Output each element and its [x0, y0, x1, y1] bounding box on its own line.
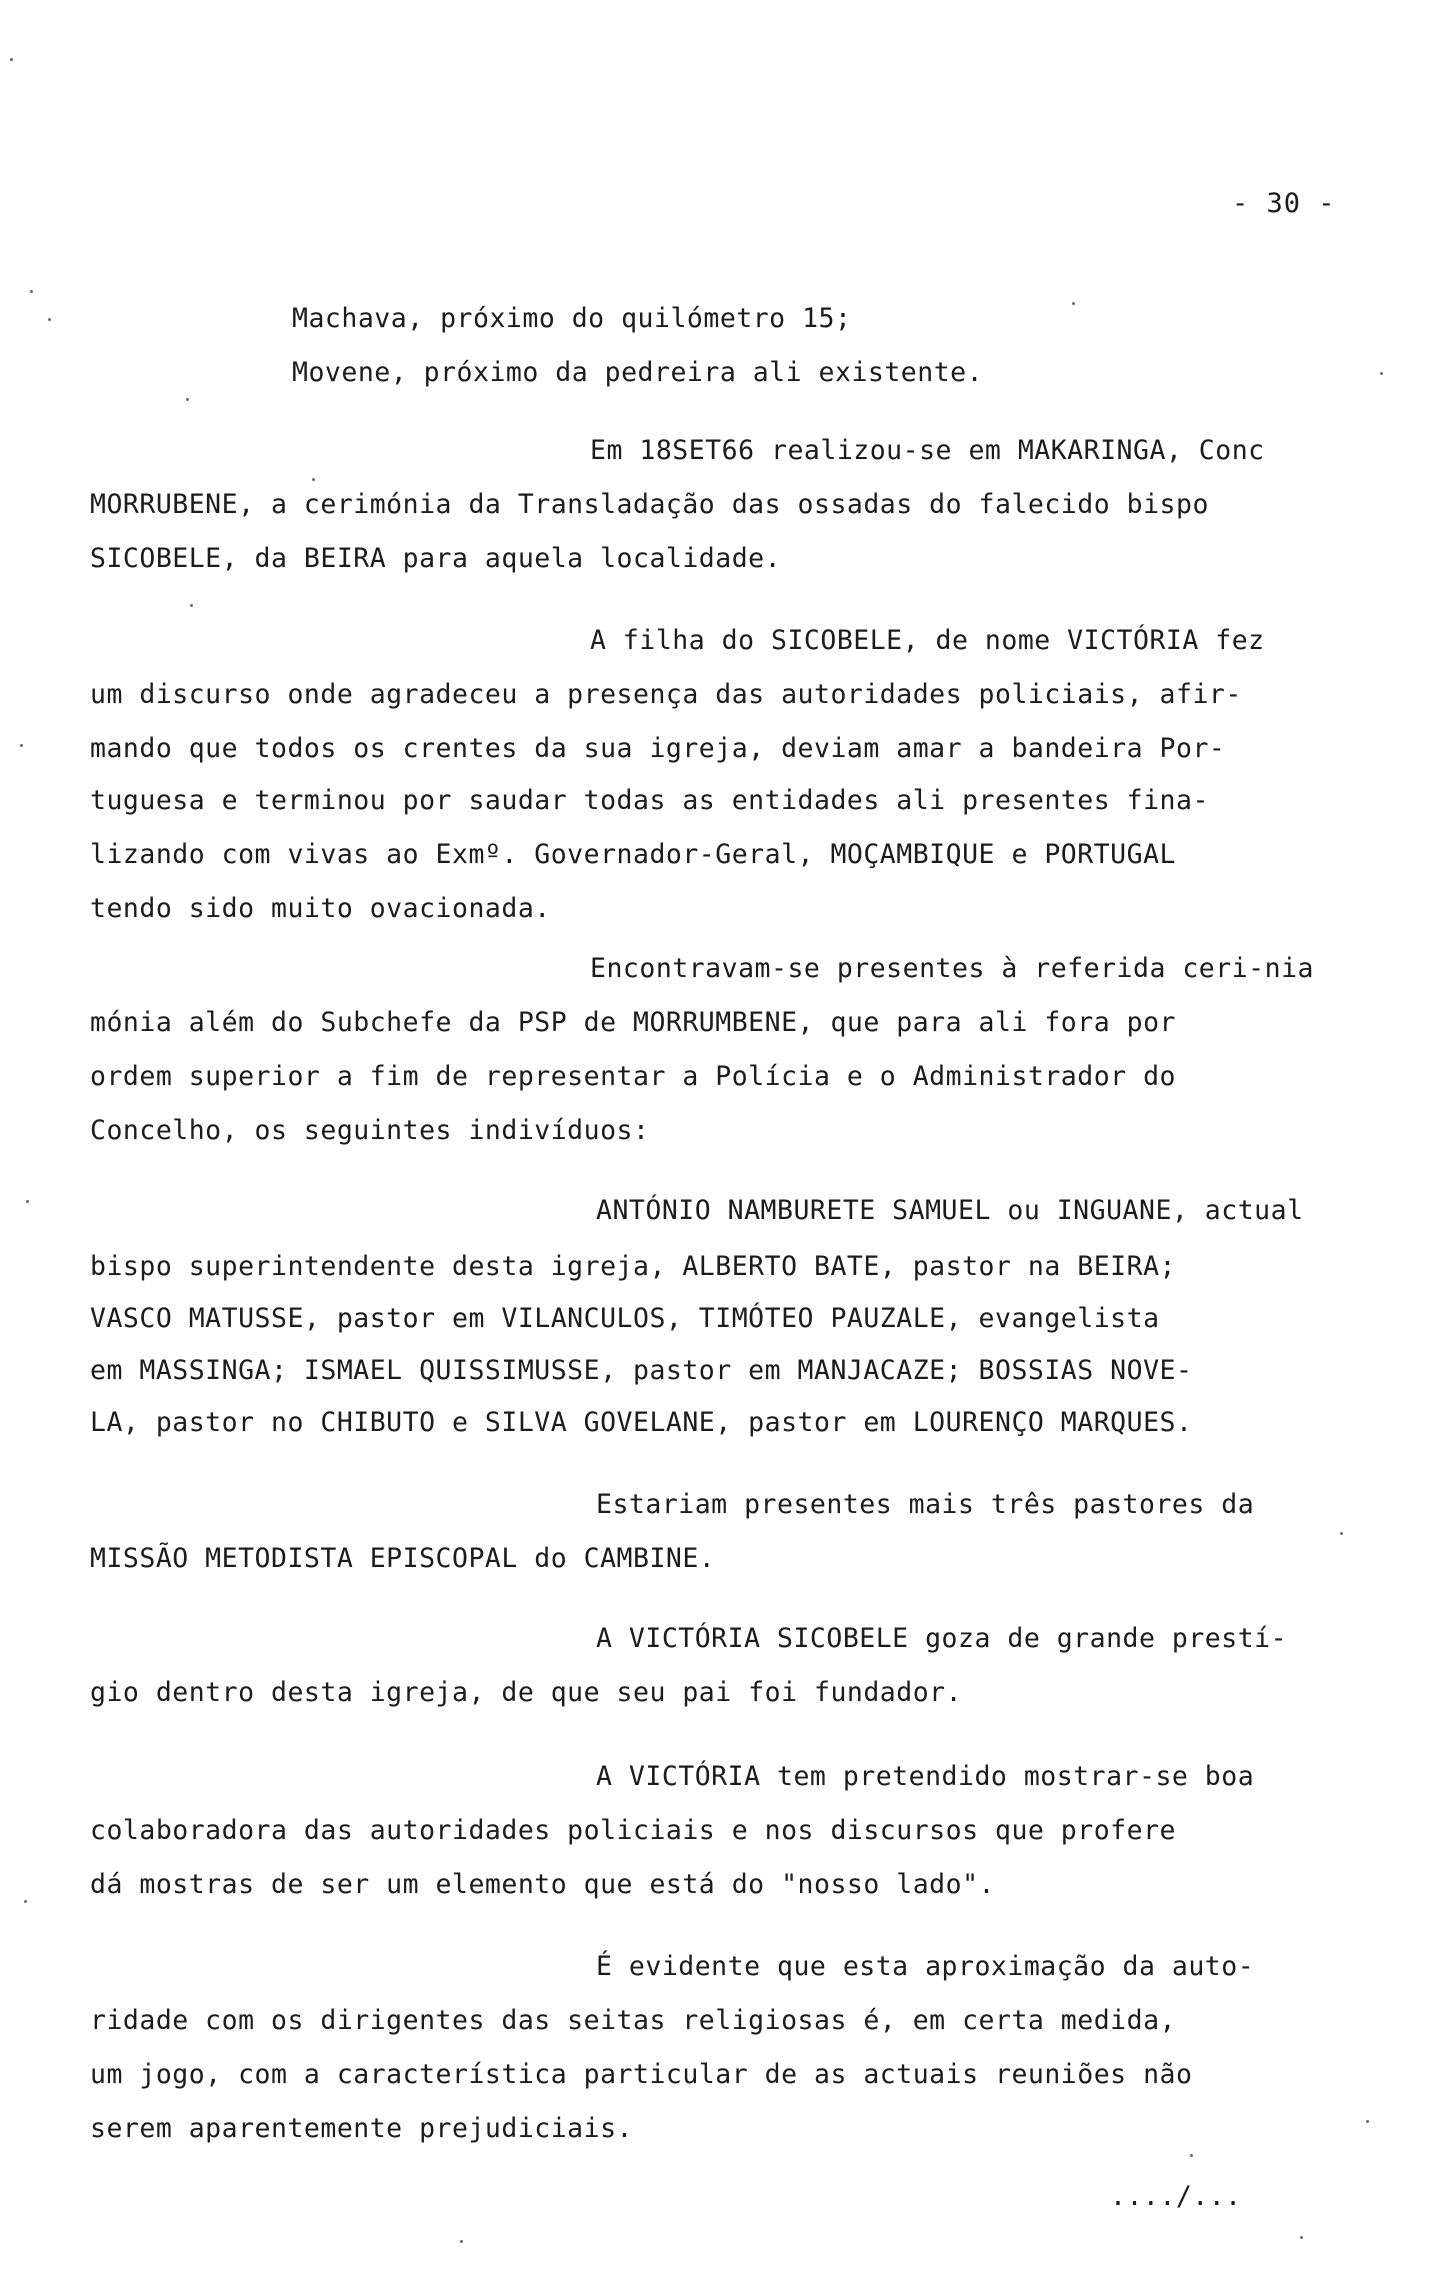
- text-line: bispo superintendente desta igreja, ALBERTO BATE, pastor na BEIRA;: [90, 1251, 1176, 1282]
- text-line: em MASSINGA; ISMAEL QUISSIMUSSE, pastor em MANJACAZE; BOSSIAS NOVE-: [90, 1355, 1193, 1386]
- text-line: gio dentro desta igreja, de que seu pai foi fundador.: [90, 1677, 963, 1708]
- scan-speck: [1380, 372, 1383, 375]
- scan-speck: [1300, 2236, 1303, 2239]
- text-line: colaboradora das autoridades policiais e nos discursos que profere: [90, 1815, 1176, 1846]
- text-line: MISSÃO METODISTA EPISCOPAL do CAMBINE.: [90, 1543, 716, 1574]
- text-line: A filha do SICOBELE, de nome VICTÓRIA fez: [590, 625, 1265, 656]
- text-line: Estariam presentes mais três pastores da: [596, 1489, 1255, 1520]
- text-line: serem aparentemente prejudiciais.: [90, 2113, 633, 2144]
- text-line: um jogo, com a característica particular de as actuais reuniões não: [90, 2059, 1193, 2090]
- scan-speck: [24, 1900, 27, 1903]
- text-line: ridade com os dirigentes das seitas religiosas é, em certa medida,: [90, 2005, 1176, 2036]
- scan-speck: [1366, 2120, 1369, 2123]
- page-number: - 30 -: [1232, 188, 1336, 219]
- text-line: Em 18SET66 realizou-se em MAKARINGA, Conc: [590, 435, 1265, 466]
- text-line: Movene, próximo da pedreira ali existente.: [292, 357, 984, 388]
- scan-speck: [10, 58, 13, 61]
- text-line: lizando com vivas ao Exmº. Governador-Geral, MOÇAMBIQUE e PORTUGAL: [90, 839, 1176, 870]
- text-line: Concelho, os seguintes indivíduos:: [90, 1115, 650, 1146]
- scan-speck: [460, 2240, 463, 2243]
- text-line: tuguesa e terminou por saudar todas as entidades ali presentes fina-: [90, 785, 1209, 816]
- text-line: dá mostras de ser um elemento que está do "nosso lado".: [90, 1869, 995, 1900]
- text-line: MORRUBENE, a cerimónia da Transladação das ossadas do falecido bispo: [90, 489, 1209, 520]
- text-line: ANTÓNIO NAMBURETE SAMUEL ou INGUANE, actual: [596, 1195, 1304, 1226]
- continuation-mark: ..../...: [1110, 2181, 1242, 2212]
- scan-speck: [186, 398, 189, 401]
- scan-speck: [20, 744, 23, 747]
- text-line: É evidente que esta aproximação da auto-: [596, 1951, 1255, 1982]
- scan-speck: [30, 290, 33, 293]
- scan-speck: [1340, 1532, 1343, 1535]
- text-line: Encontravam-se presentes à referida ceri-nia: [590, 953, 1314, 984]
- text-line: mando que todos os crentes da sua igreja, deviam amar a bandeira Por-: [90, 733, 1226, 764]
- text-line: tendo sido muito ovacionada.: [90, 893, 551, 924]
- scan-speck: [48, 318, 51, 321]
- text-line: LA, pastor no CHIBUTO e SILVA GOVELANE, pastor em LOURENÇO MARQUES.: [90, 1407, 1193, 1438]
- scan-speck: [1190, 2154, 1193, 2157]
- scan-speck: [190, 604, 193, 607]
- text-line: mónia além do Subchefe da PSP de MORRUMBENE, que para ali fora por: [90, 1007, 1176, 1038]
- text-line: A VICTÓRIA SICOBELE goza de grande prestí-: [596, 1623, 1288, 1654]
- scan-speck: [1072, 302, 1075, 305]
- text-line: um discurso onde agradeceu a presença das autoridades policiais, afir-: [90, 679, 1242, 710]
- text-line: VASCO MATUSSE, pastor em VILANCULOS, TIMÓTEO PAUZALE, evangelista: [90, 1303, 1160, 1334]
- scan-speck: [26, 1200, 29, 1203]
- text-line: Machava, próximo do quilómetro 15;: [292, 303, 852, 334]
- text-line: ordem superior a fim de representar a Polícia e o Administrador do: [90, 1061, 1176, 1092]
- text-line: SICOBELE, da BEIRA para aquela localidade.: [90, 543, 782, 574]
- text-line: A VICTÓRIA tem pretendido mostrar-se boa: [596, 1761, 1255, 1792]
- scan-speck: [312, 478, 315, 481]
